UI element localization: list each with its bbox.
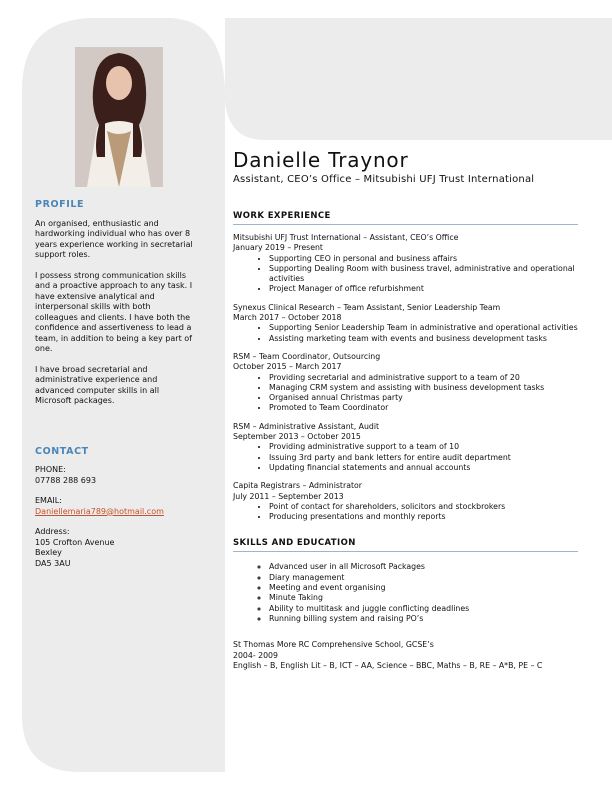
job-role: RSM – Team Coordinator, Outsourcing <box>233 351 381 361</box>
address-line: 105 Crofton Avenue <box>35 537 115 547</box>
address-label: Address: <box>35 527 70 536</box>
main-content <box>233 148 578 671</box>
job-dates: January 2019 – Present <box>233 243 323 253</box>
job-bullet: • Project Manager of office refurbishment <box>269 284 578 294</box>
job-dates: July 2011 – September 2013 <box>233 491 344 501</box>
job-role: Capita Registrars – Administrator <box>233 481 363 491</box>
job-entry <box>233 233 578 295</box>
skill-item: ◦ Minute Taking <box>269 593 578 603</box>
header-band <box>225 18 612 140</box>
job-bullet: • Issuing 3rd party and bank letters for entire audit department <box>269 453 578 463</box>
education-block <box>233 640 578 671</box>
phone-value: 07788 288 693 <box>35 475 97 485</box>
job-bullet: • Point of contact for shareholders, solicitors and stockbrokers <box>269 502 578 512</box>
skill-item: ◦ Diary management <box>269 573 578 583</box>
job-bullet: • Updating financial statements and annual accounts <box>269 463 578 473</box>
profile-paragraph: I possess strong communication skills and a proactive approach to any task. I have extensive analytical and interpersonal skills with both colleagues and clients. I have both the confidence and assertiveness to lead a team, in addition to being a key part of one. <box>35 270 193 353</box>
profile-paragraph: An organised, enthusiastic and hardworking individual who has over 8 years experience working in secretarial support roles. <box>35 218 193 259</box>
job-dates: October 2015 – March 2017 <box>233 362 342 372</box>
email-label: EMAIL: <box>35 496 62 505</box>
profile-paragraph: I have broad secretarial and administrative experience and advanced computer skills in all Microsoft packages. <box>35 364 160 405</box>
education-school: St Thomas More RC Comprehensive School, GCSE’s <box>233 640 434 650</box>
job-entry <box>233 352 578 414</box>
skills-list <box>233 562 578 624</box>
job-bullet: • Supporting Dealing Room with business travel, administrative and operational activities <box>269 264 578 285</box>
address-block <box>35 527 195 569</box>
work-experience-heading: WORK EXPERIENCE <box>233 211 578 225</box>
job-bullet: • Providing administrative support to a team of 10 <box>269 442 578 452</box>
job-bullet: • Producing presentations and monthly reports <box>269 512 578 522</box>
phone-label: PHONE: <box>35 465 66 474</box>
skill-item: ◦ Ability to multitask and juggle conflicting deadlines <box>269 604 578 614</box>
candidate-title: Assistant, CEO’s Office – Mitsubishi UFJ Trust International <box>233 174 535 185</box>
address-line: DA5 3AU <box>35 558 71 568</box>
profile-heading: PROFILE <box>35 199 85 210</box>
job-role: RSM – Administrative Assistant, Audit <box>233 421 380 431</box>
skill-item: ◦ Running billing system and raising PO’s <box>269 614 578 624</box>
job-entry <box>233 422 578 473</box>
job-bullet: • Managing CRM system and assisting with business development tasks <box>269 383 578 393</box>
candidate-name: Danielle Traynor <box>233 148 409 172</box>
address-line: Bexley <box>35 548 62 557</box>
job-bullet: • Organised annual Christmas party <box>269 393 578 403</box>
skills-heading: SKILLS AND EDUCATION <box>233 538 578 552</box>
job-entry <box>233 481 578 522</box>
job-role: Mitsubishi UFJ Trust International – Assistant, CEO’s Office <box>233 233 459 242</box>
job-role: Synexus Clinical Research – Team Assistant, Senior Leadership Team <box>233 302 501 312</box>
education-years: 2004- 2009 <box>233 650 278 660</box>
job-bullet: • Supporting CEO in personal and business affairs <box>269 254 578 264</box>
job-entry <box>233 303 578 344</box>
job-bullet: • Assisting marketing team with events and business development tasks <box>269 334 578 344</box>
phone-block <box>35 465 195 486</box>
job-dates: September 2013 – October 2015 <box>233 432 361 442</box>
sidebar <box>35 200 195 579</box>
skill-item: ◦ Advanced user in all Microsoft Packages <box>269 562 578 572</box>
profile-photo <box>75 47 163 187</box>
job-bullet: • Providing secretarial and administrative support to a team of 20 <box>269 373 578 383</box>
education-grades: English – B, English Lit – B, ICT – AA, Science – BBC, Maths – B, RE – A*B, PE – C <box>233 660 543 670</box>
contact-heading: CONTACT <box>35 445 89 457</box>
email-block <box>35 496 195 517</box>
job-bullet: • Promoted to Team Coordinator <box>269 403 578 413</box>
job-dates: March 2017 – October 2018 <box>233 313 342 323</box>
job-bullet: • Supporting Senior Leadership Team in administrative and operational activities <box>269 323 578 333</box>
skill-item: ◦ Meeting and event organising <box>269 583 578 593</box>
email-link[interactable]: Daniellemaria789@hotmail.com <box>35 506 164 516</box>
